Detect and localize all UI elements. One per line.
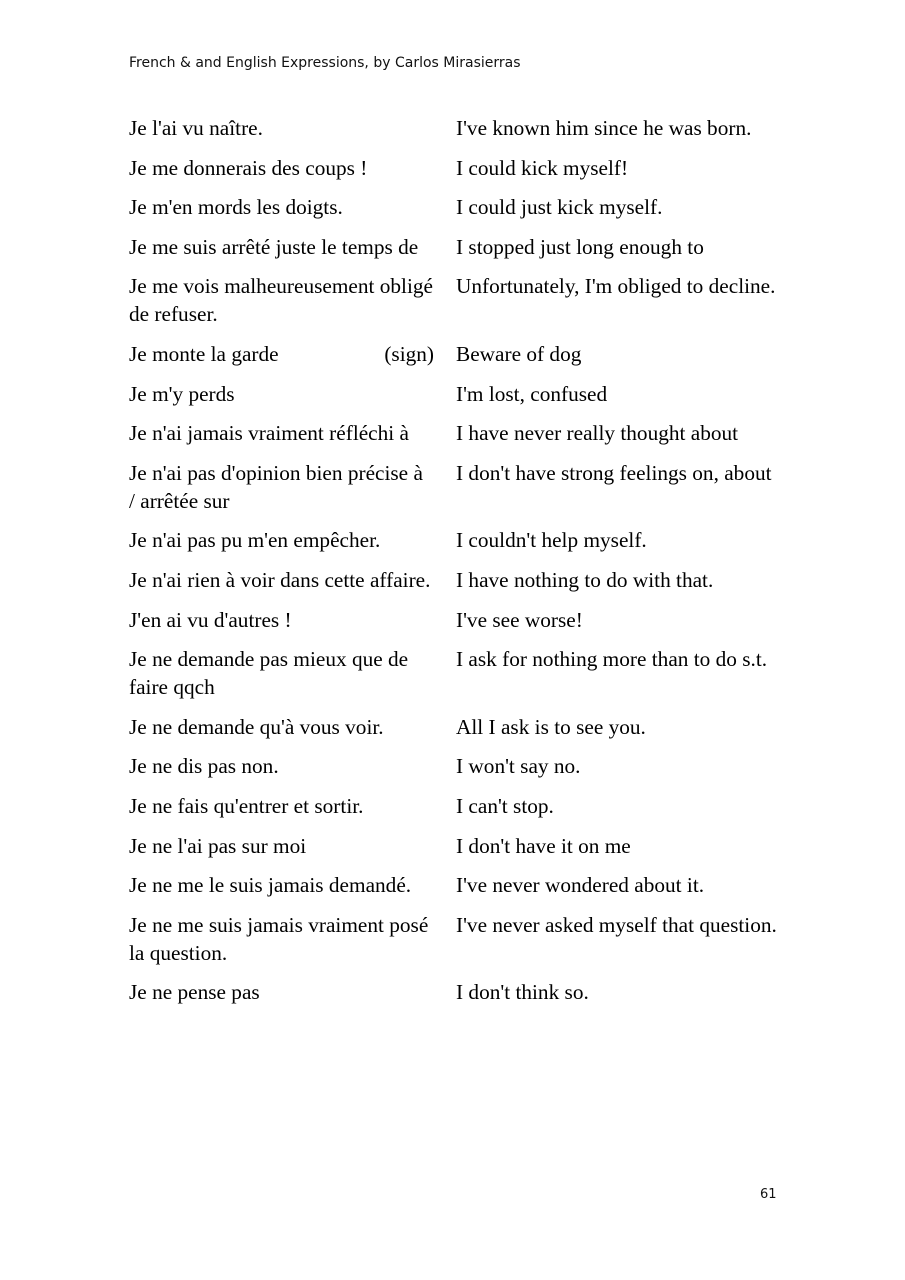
english-translation: I won't say no. — [456, 754, 581, 779]
french-expression: Je me donnerais des coups ! — [129, 155, 368, 180]
english-translation: I've see worse! — [456, 607, 583, 632]
french-expression: Je me suis arrêté juste le temps de — [129, 234, 419, 259]
french-expression: Je n'ai pas d'opinion bien précise à / arrêtée sur — [129, 460, 423, 513]
expression-row — [129, 526, 779, 554]
french-expression: Je l'ai vu naître. — [129, 116, 263, 140]
english-translation: I ask for nothing more than to do s.t. — [456, 647, 768, 672]
expression-row — [129, 832, 779, 860]
page-number: 61 — [760, 1187, 777, 1202]
english-translation: I don't have it on me — [456, 833, 631, 858]
english-translation: Unfortunately, I'm obliged to decline. — [456, 274, 776, 299]
french-expression: Je n'ai jamais vraiment réfléchi à — [129, 421, 409, 446]
english-translation: I couldn't help myself. — [456, 528, 647, 553]
french-expression: Je ne pense pas — [129, 980, 260, 1005]
french-expression: Je m'en mords les doigts. — [129, 195, 343, 220]
french-expression: J'en ai vu d'autres ! — [129, 607, 292, 632]
english-translation: I don't think so. — [456, 980, 589, 1005]
french-expression-text: Je monte la garde — [129, 341, 279, 366]
expression-row — [129, 340, 779, 368]
expression-list — [129, 114, 779, 1018]
english-translation: I could kick myself! — [456, 155, 629, 180]
usage-note: (sign) — [384, 341, 434, 366]
french-expression: Je n'ai rien à voir dans cette affaire. — [129, 567, 431, 592]
french-expression: Je ne me suis jamais vraiment posé la question. — [129, 912, 429, 965]
expression-row — [129, 792, 779, 820]
expression-row — [129, 419, 779, 447]
english-translation: I've known him since he was born. — [456, 116, 752, 140]
french-expression: Je m'y perds — [129, 381, 235, 406]
french-expression — [129, 340, 434, 368]
english-translation: I've never wondered about it. — [456, 873, 705, 898]
french-expression: Je me vois malheureusement obligé de refuser. — [129, 274, 433, 327]
expression-row — [129, 114, 779, 142]
english-translation: All I ask is to see you. — [456, 714, 646, 739]
expression-row — [129, 193, 779, 221]
expression-row — [129, 459, 779, 515]
expression-row — [129, 645, 779, 701]
expression-row — [129, 272, 779, 328]
expression-row — [129, 380, 779, 408]
expression-row — [129, 713, 779, 741]
expression-row — [129, 154, 779, 182]
english-translation: I have never really thought about — [456, 421, 739, 446]
expression-row — [129, 752, 779, 780]
expression-row — [129, 911, 779, 967]
french-expression: Je ne l'ai pas sur moi — [129, 833, 307, 858]
english-translation: I have nothing to do with that. — [456, 567, 714, 592]
french-expression: Je ne demande qu'à vous voir. — [129, 714, 384, 739]
expression-row — [129, 566, 779, 594]
expression-row — [129, 606, 779, 634]
expression-row — [129, 233, 779, 261]
french-expression: Je ne dis pas non. — [129, 754, 279, 779]
expression-row — [129, 871, 779, 899]
english-translation: Beware of dog — [456, 341, 582, 366]
french-expression: Je ne demande pas mieux que de faire qqch — [129, 647, 409, 700]
english-translation: I can't stop. — [456, 793, 554, 818]
french-expression: Je n'ai pas pu m'en empêcher. — [129, 528, 381, 553]
english-translation: I could just kick myself. — [456, 195, 663, 220]
english-translation: I stopped just long enough to — [456, 234, 704, 259]
french-expression: Je ne me le suis jamais demandé. — [129, 873, 412, 898]
english-translation: I've never asked myself that question. — [456, 912, 777, 937]
english-translation: I don't have strong feelings on, about — [456, 460, 772, 485]
english-translation: I'm lost, confused — [456, 381, 608, 406]
french-expression: Je ne fais qu'entrer et sortir. — [129, 793, 364, 818]
running-header: French & and English Expressions, by Carlos Mirasierras — [129, 55, 521, 71]
expression-row — [129, 978, 779, 1006]
